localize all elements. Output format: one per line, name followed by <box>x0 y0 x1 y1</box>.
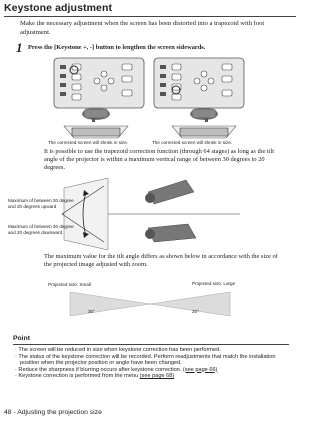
intro-paragraph: Make the necessary adjustment when the screen has been distorted into a trapezoid with foot adjustment. <box>20 20 265 36</box>
angle-20-label: 20° <box>192 309 199 314</box>
tilt-angle-figure <box>0 178 300 250</box>
zoom-angle-paragraph: The maximum value for the tilt angle differs as shown below in accordance with the size of the projected image adjusted with zoom. <box>44 253 278 269</box>
projector-downward-icon <box>145 224 196 242</box>
control-panel-right <box>154 58 244 108</box>
small-size-wedge <box>70 292 150 316</box>
projected-size-large-label: Projected size: Large <box>192 281 236 286</box>
projector-left-icon <box>82 108 110 122</box>
step-number: 1 <box>16 40 23 55</box>
upward-limit-label: Maximum of between 30 degree and 20 degrees upward <box>8 198 74 209</box>
title-divider <box>4 16 296 17</box>
step-instruction: Press the [Keystone +, -] button to lengthen the screen sidewards. <box>28 44 206 51</box>
projector-right-icon <box>190 108 218 122</box>
see-page-66-link[interactable]: (see page 66) <box>182 366 218 373</box>
control-panel-left <box>54 58 144 108</box>
corrected-image-left <box>72 128 120 136</box>
angle-30-label: 30° <box>88 309 95 314</box>
point-item: · Keystone correction is performed from the menu (see page 68) <box>15 373 175 379</box>
point-divider <box>13 344 289 345</box>
figure-caption-left: The corrected screen will shrink in size. <box>48 140 129 145</box>
point-item: · The screen will be reduced in size when keystone correction has been performed. <box>15 347 221 353</box>
figure-caption-right: The corrected screen will shrink in size. <box>152 140 233 145</box>
projector-upward-icon <box>145 180 194 204</box>
tilt-range-paragraph: It is possible to use the trapezoid correction function (through 64 stages) as long as the tilt angle of the projector is within a maximum vertical range of between 30 degrees to 20 degrees. <box>44 148 275 172</box>
large-size-wedge <box>150 292 230 316</box>
projected-size-figure <box>0 282 300 334</box>
point-heading: Point <box>13 335 30 342</box>
corrected-image-right <box>180 128 228 136</box>
projected-size-small-label: Projected size: Small <box>48 282 91 287</box>
page-footer: 48 - Adjusting the projection size <box>4 409 102 416</box>
downward-limit-label: Maximum of between 30 degree and 20 degrees downward <box>8 224 74 235</box>
see-page-68-link[interactable]: (see page 68) <box>139 373 175 379</box>
keystone-button-figure <box>0 52 300 148</box>
point-item: · The status of the keystone correction will be recorded. Perform readjustments that match the installation position when the projector position or angle have been changed. <box>15 353 276 366</box>
page-title: Keystone adjustment <box>4 2 113 14</box>
screen-shape <box>64 178 108 250</box>
point-item: · Reduce the sharpness if blurring occurs after keystone correction. (see page 66) <box>15 366 218 373</box>
point-list <box>15 347 291 380</box>
